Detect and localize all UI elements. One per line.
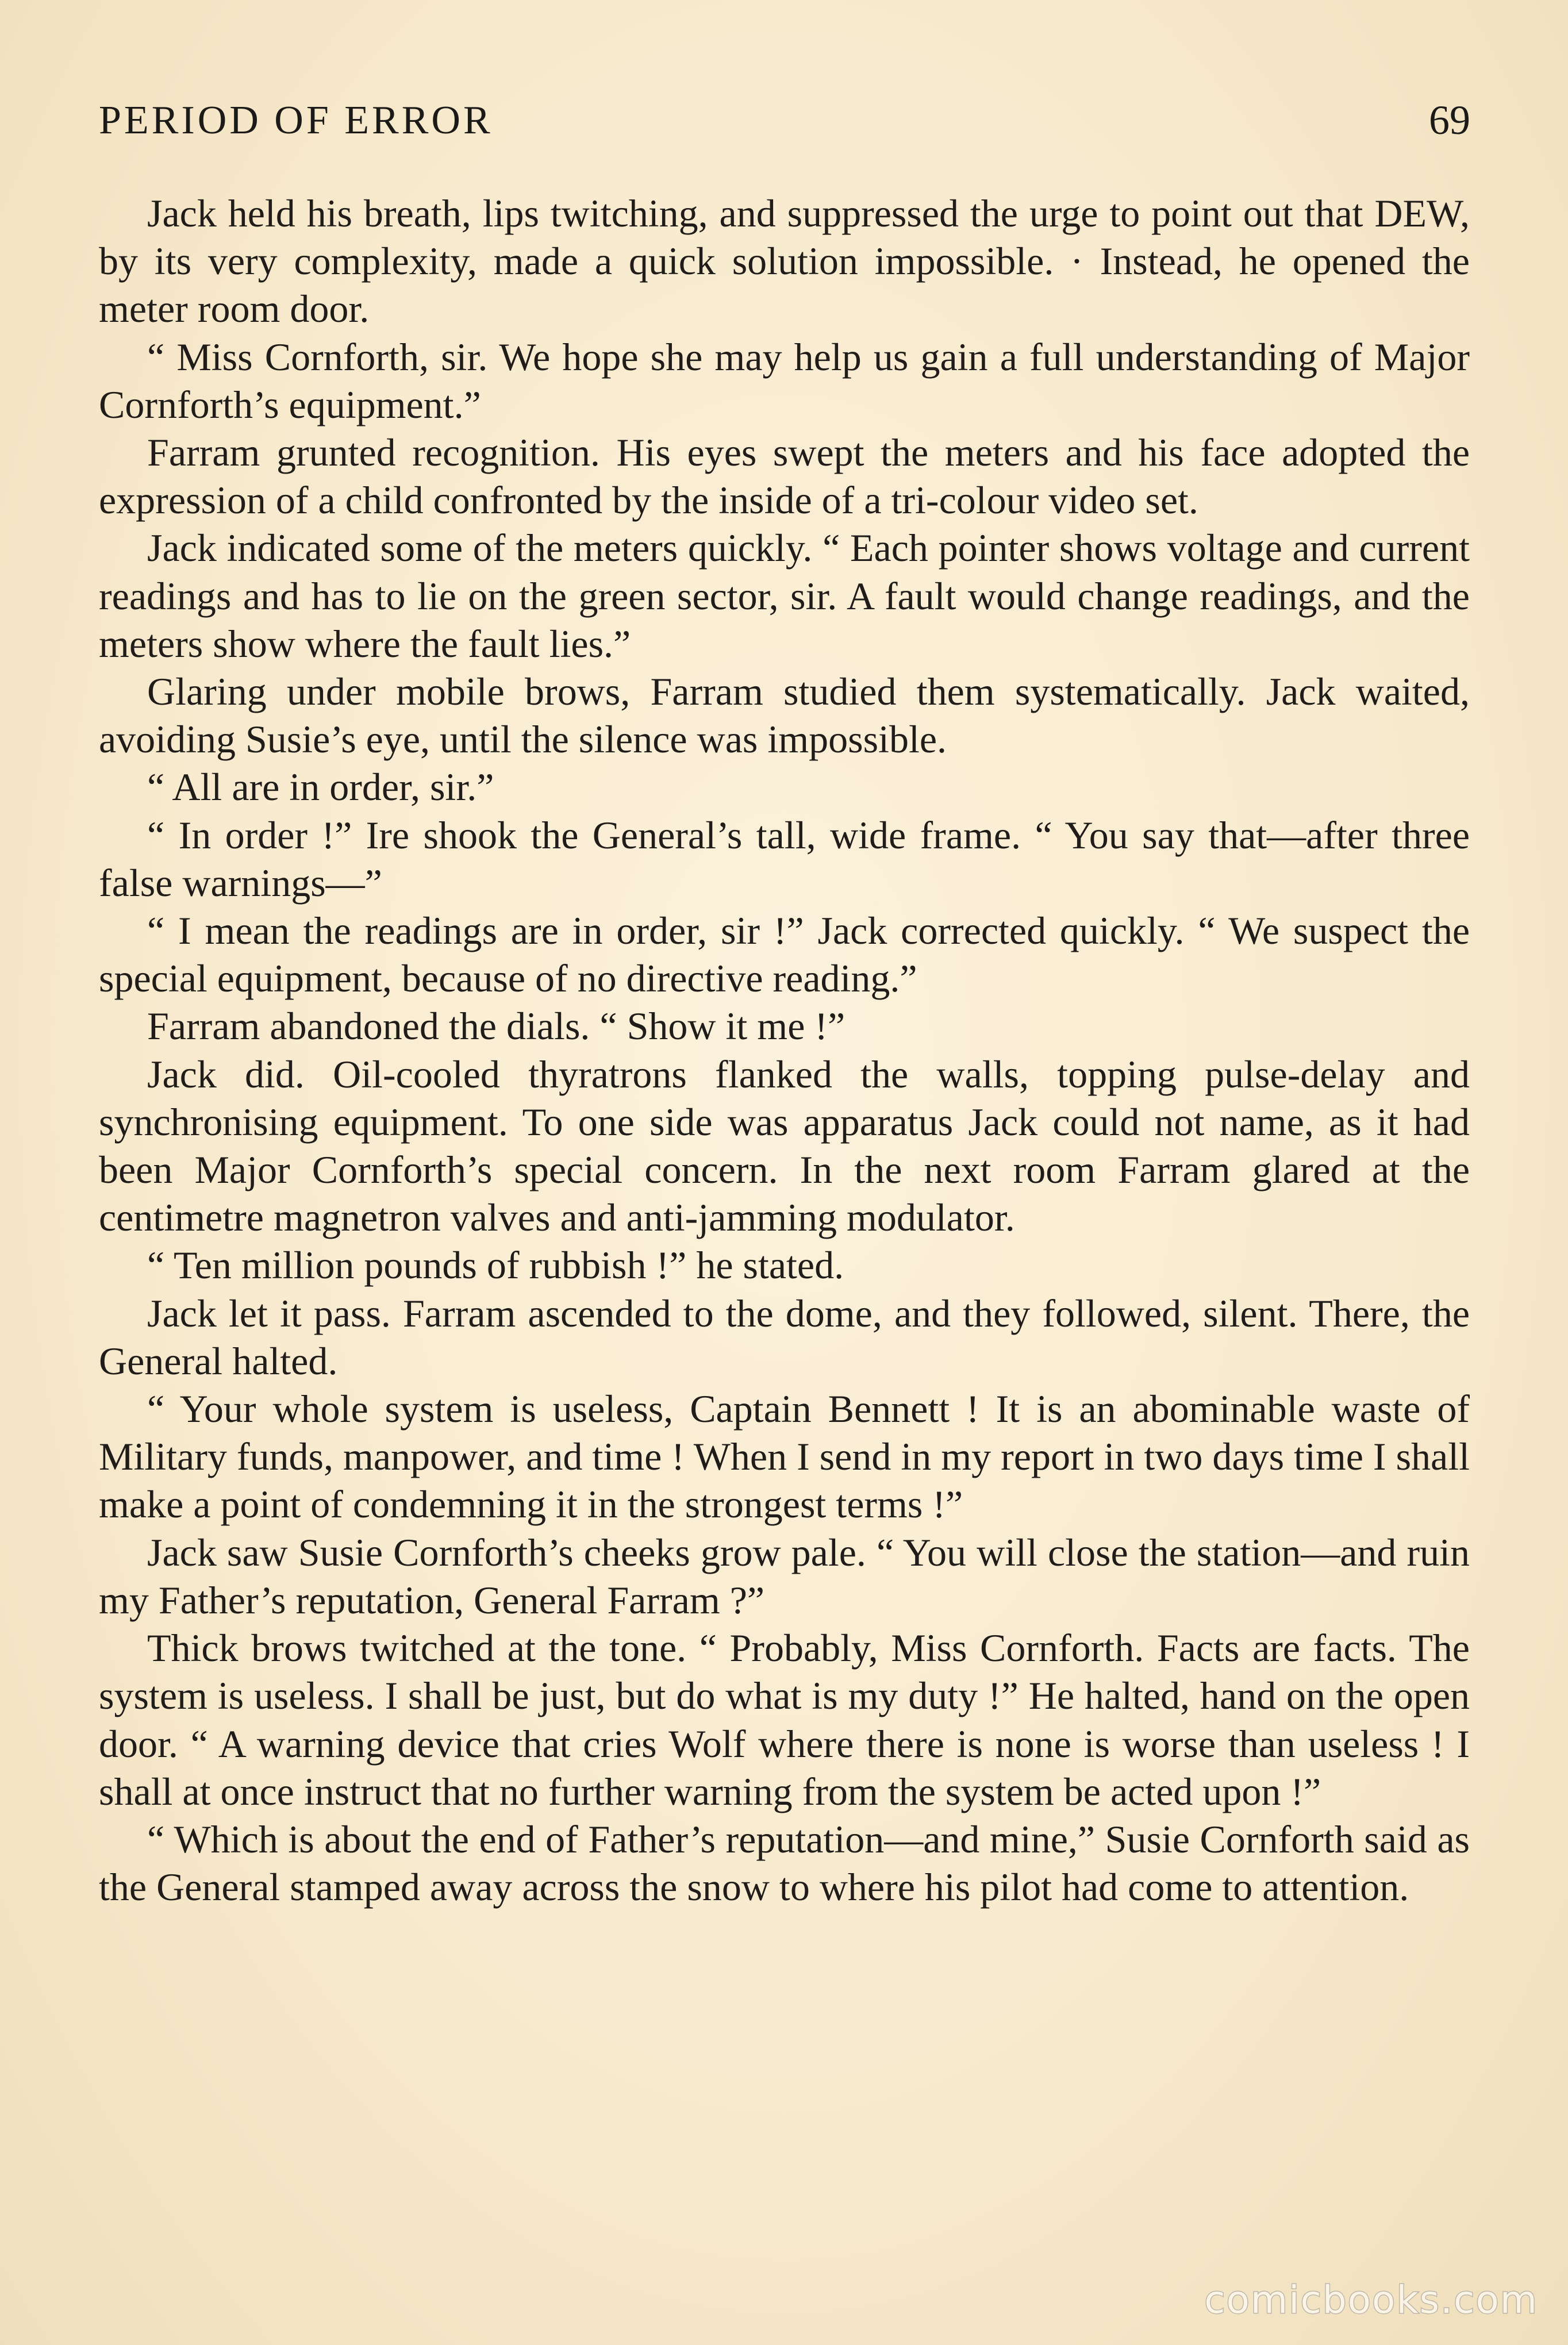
paragraph: Farram abandoned the dials. “ Show it me !”: [147, 1004, 846, 1048]
paragraph: Jack did. Oil-cooled thyratrons flanked the walls, topping pulse-delay and synchronising equipment. To one side was apparatus Jack could not name, as it had been Major Cornforth’s special concern. In the next room Farram glared at the centimetre magnetron valves and anti-jamming modulator.: [99, 1052, 1470, 1240]
paragraph: Jack indicated some of the meters quickly. “ Each pointer shows voltage and current readings and has to lie on the green sector, sir. A fault would change readings, and the meters show where the fault lies.”: [99, 526, 1470, 666]
body-text: [99, 190, 1470, 1911]
paragraph: Thick brows twitched at the tone. “ Probably, Miss Cornforth. Facts are facts. The system is useless. I shall be just, but do what is my duty !” He halted, hand on the open door. “ A warning device that cries Wolf where there is none is worse than useless ! I shall at once instruct that no further warning from the system be acted upon !”: [99, 1626, 1470, 1813]
paragraph: “ In order !” Ire shook the General’s tall, wide frame. “ You say that—after three false warnings—”: [99, 813, 1470, 905]
paragraph: Jack held his breath, lips twitching, and suppressed the urge to point out that DEW, by its very complexity, made a quick solution impossible. · Instead, he opened the meter room door.: [99, 191, 1470, 331]
watermark: comicbooks.com: [1204, 2278, 1538, 2322]
paragraph: “ Miss Cornforth, sir. We hope she may help us gain a full understanding of Major Cornforth’s equipment.”: [99, 335, 1470, 426]
paragraph: Jack let it pass. Farram ascended to the dome, and they followed, silent. There, the General halted.: [99, 1291, 1470, 1383]
paragraph: “ I mean the readings are in order, sir !” Jack corrected quickly. “ We suspect the special equipment, because of no directive reading.”: [99, 909, 1470, 1001]
paragraph: “ Ten million pounds of rubbish !” he stated.: [147, 1243, 844, 1287]
paragraph: Jack saw Susie Cornforth’s cheeks grow pale. “ You will close the station—and ruin my Father’s reputation, General Farram ?”: [99, 1530, 1470, 1622]
paragraph: Farram grunted recognition. His eyes swept the meters and his face adopted the expression of a child confronted by the inside of a tri-colour video set.: [99, 430, 1470, 522]
paragraph: “ Which is about the end of Father’s reputation—and mine,” Susie Cornforth said as the General stamped away across the snow to where his pilot had come to attention.: [99, 1817, 1470, 1909]
running-head-title: PERIOD OF ERROR: [99, 98, 493, 143]
paragraph: “ All are in order, sir.”: [147, 765, 494, 809]
paragraph: Glaring under mobile brows, Farram studied them systematically. Jack waited, avoiding Susie’s eye, until the silence was impossible.: [99, 670, 1470, 762]
paragraph: “ Your whole system is useless, Captain Bennett ! It is an abominable waste of Military funds, manpower, and time ! When I send in my report in two days time I shall make a point of condemning it in the strongest terms !”: [99, 1387, 1470, 1527]
page-number: 69: [1429, 97, 1470, 143]
